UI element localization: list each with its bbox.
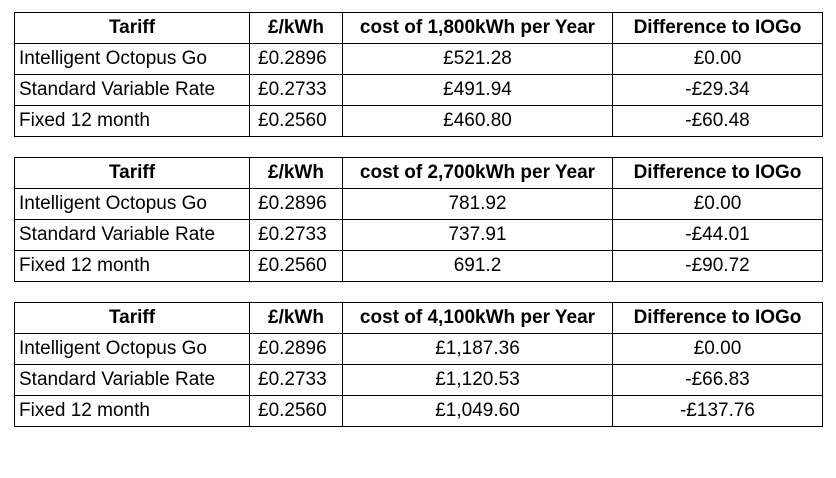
header-annual-cost: cost of 1,800kWh per Year bbox=[343, 13, 613, 44]
difference: -£137.76 bbox=[613, 396, 823, 427]
difference: £0.00 bbox=[613, 334, 823, 365]
header-row bbox=[15, 158, 823, 189]
table-row bbox=[15, 106, 823, 137]
tariff-name: Standard Variable Rate bbox=[15, 365, 250, 396]
header-annual-cost: cost of 2,700kWh per Year bbox=[343, 158, 613, 189]
table-row bbox=[15, 251, 823, 282]
tariff-name: Standard Variable Rate bbox=[15, 75, 250, 106]
annual-cost: £460.80 bbox=[343, 106, 613, 137]
difference: -£60.48 bbox=[613, 106, 823, 137]
difference: -£66.83 bbox=[613, 365, 823, 396]
annual-cost: 691.2 bbox=[343, 251, 613, 282]
tariff-name: Intelligent Octopus Go bbox=[15, 44, 250, 75]
tariff-name: Fixed 12 month bbox=[15, 106, 250, 137]
tariff-rate: £0.2896 bbox=[250, 334, 343, 365]
difference: -£44.01 bbox=[613, 220, 823, 251]
table-row bbox=[15, 365, 823, 396]
tariff-rate: £0.2733 bbox=[250, 220, 343, 251]
annual-cost: £1,049.60 bbox=[343, 396, 613, 427]
header-tariff: Tariff bbox=[15, 158, 250, 189]
header-difference: Difference to IOGo bbox=[613, 303, 823, 334]
header-row bbox=[15, 303, 823, 334]
table-row bbox=[15, 396, 823, 427]
annual-cost: £1,120.53 bbox=[343, 365, 613, 396]
tariff-rate: £0.2733 bbox=[250, 365, 343, 396]
tariff-table-4100kwh bbox=[14, 302, 823, 427]
header-rate: £/kWh bbox=[250, 303, 343, 334]
table-row bbox=[15, 220, 823, 251]
table-row bbox=[15, 189, 823, 220]
header-rate: £/kWh bbox=[250, 13, 343, 44]
annual-cost: £521.28 bbox=[343, 44, 613, 75]
annual-cost: 781.92 bbox=[343, 189, 613, 220]
difference: -£90.72 bbox=[613, 251, 823, 282]
table-row bbox=[15, 334, 823, 365]
header-tariff: Tariff bbox=[15, 13, 250, 44]
tariff-rate: £0.2733 bbox=[250, 75, 343, 106]
difference: -£29.34 bbox=[613, 75, 823, 106]
header-difference: Difference to IOGo bbox=[613, 158, 823, 189]
tariff-rate: £0.2560 bbox=[250, 106, 343, 137]
tariff-name: Fixed 12 month bbox=[15, 251, 250, 282]
table-row bbox=[15, 44, 823, 75]
table-row bbox=[15, 75, 823, 106]
tariff-name: Intelligent Octopus Go bbox=[15, 189, 250, 220]
header-row bbox=[15, 13, 823, 44]
difference: £0.00 bbox=[613, 189, 823, 220]
header-tariff: Tariff bbox=[15, 303, 250, 334]
tariff-name: Standard Variable Rate bbox=[15, 220, 250, 251]
annual-cost: £1,187.36 bbox=[343, 334, 613, 365]
tariff-table-2700kwh bbox=[14, 157, 823, 282]
tariff-comparison-tables bbox=[14, 12, 822, 447]
tariff-rate: £0.2896 bbox=[250, 189, 343, 220]
header-annual-cost: cost of 4,100kWh per Year bbox=[343, 303, 613, 334]
tariff-name: Fixed 12 month bbox=[15, 396, 250, 427]
annual-cost: £491.94 bbox=[343, 75, 613, 106]
tariff-rate: £0.2896 bbox=[250, 44, 343, 75]
tariff-rate: £0.2560 bbox=[250, 251, 343, 282]
annual-cost: 737.91 bbox=[343, 220, 613, 251]
tariff-table-1800kwh bbox=[14, 12, 823, 137]
difference: £0.00 bbox=[613, 44, 823, 75]
tariff-name: Intelligent Octopus Go bbox=[15, 334, 250, 365]
tariff-rate: £0.2560 bbox=[250, 396, 343, 427]
header-difference: Difference to IOGo bbox=[613, 13, 823, 44]
header-rate: £/kWh bbox=[250, 158, 343, 189]
